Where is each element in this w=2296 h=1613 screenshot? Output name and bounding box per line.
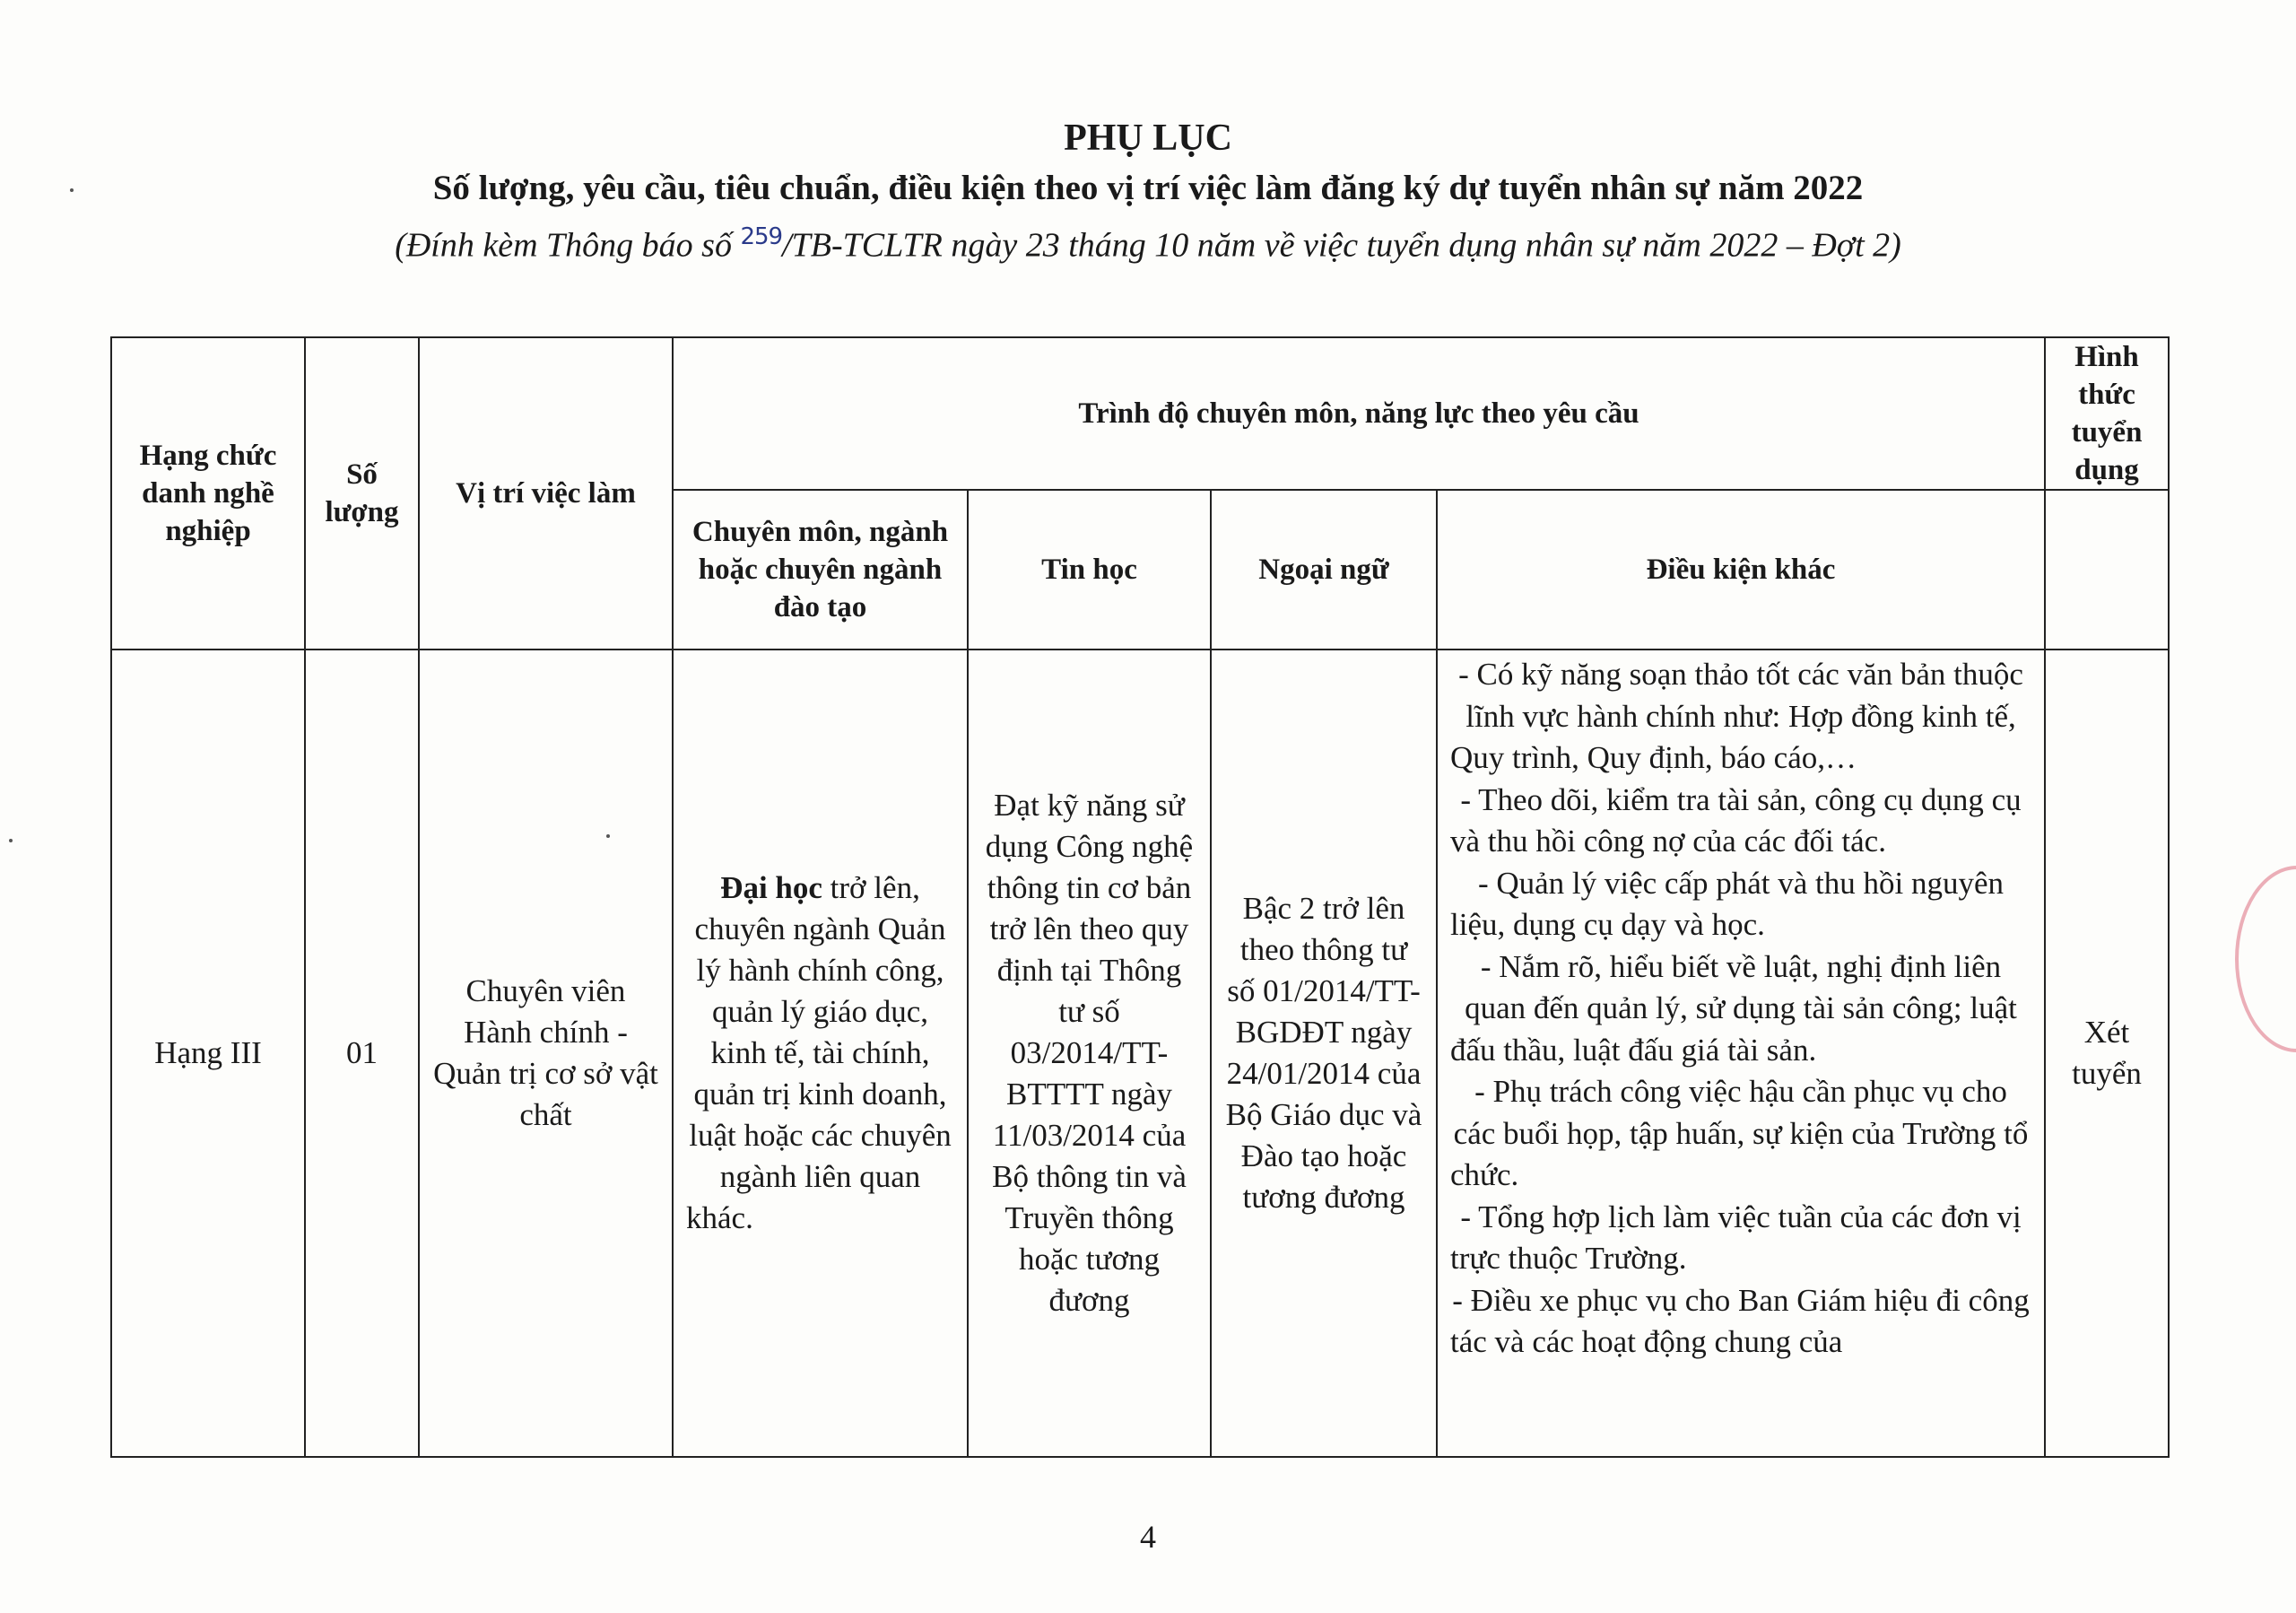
page-number: 4 — [1140, 1519, 1156, 1555]
attachment-suffix: /TB-TCLTR ngày 23 tháng 10 năm về việc tuyển dụng nhân sự năm 2022 – Đợt 2) — [782, 226, 1901, 265]
cell-position: Chuyên viên Hành chính - Quản trị cơ sở vật chất — [419, 650, 673, 1457]
document-header — [0, 112, 2296, 270]
condition-item: - Tổng hợp lịch làm việc tuần của các đơn vị trực thuộc Trường. — [1450, 1199, 2022, 1276]
header-language: Ngoại ngữ — [1211, 490, 1437, 650]
cell-method: Xét tuyển — [2045, 650, 2169, 1457]
header-method: Hình thức tuyển dụng — [2045, 337, 2169, 490]
handwritten-notice-number: 259 — [740, 223, 783, 250]
cell-it: Đạt kỹ năng sử dụng Công nghệ thông tin cơ bản trở lên theo quy định tại Thông tư số 03/2014/TT-BTTTT ngày 11/03/2014 của Bộ thông tin và Truyền thông hoặc tương đương — [968, 650, 1211, 1457]
attachment-prefix: (Đính kèm Thông báo số — [395, 226, 741, 265]
condition-item: - Quản lý việc cấp phát và thu hồi nguyên liệu, dụng cụ dạy và học. — [1450, 865, 2005, 942]
condition-item: - Nắm rõ, hiểu biết về luật, nghị định liên quan đến quản lý, sử dụng tài sản công; luật đấu thầu, luật đấu giá tài sản. — [1450, 948, 2017, 1068]
cell-quantity: 01 — [305, 650, 419, 1457]
scan-speck — [9, 839, 13, 842]
attachment-note — [0, 213, 2296, 270]
major-detail: trở lên, chuyên ngành Quản lý hành chính công, quản lý giáo dục, kinh tế, tài chính, quản trị kinh doanh, luật hoặc các chuyên ngành liên quan khác. — [686, 870, 952, 1235]
condition-item: - Có kỹ năng soạn thảo tốt các văn bản thuộc lĩnh vực hành chính như: Hợp đồng kinh tế, Quy trình, Quy định, báo cáo,… — [1450, 657, 2023, 775]
cell-other-conditions — [1437, 650, 2045, 1457]
header-other-conditions: Điều kiện khác — [1437, 490, 2045, 650]
cell-language: Bậc 2 trở lên theo thông tư số 01/2014/TT-BGDĐT ngày 24/01/2014 của Bộ Giáo dục và Đào tạo hoặc tương đương — [1211, 650, 1437, 1457]
condition-item: - Điều xe phục vụ cho Ban Giám hiệu đi công tác và các hoạt động chung của — [1450, 1282, 2030, 1359]
header-method-empty — [2045, 490, 2169, 650]
header-quantity: Số lượng — [305, 337, 419, 650]
header-qualification-group: Trình độ chuyên môn, năng lực theo yêu cầu — [673, 337, 2045, 490]
header-major: Chuyên môn, ngành hoặc chuyên ngành đào tạo — [673, 490, 968, 650]
major-degree: Đại học — [720, 870, 822, 905]
condition-item: - Theo dõi, kiểm tra tài sản, công cụ dụng cụ và thu hồi công nợ của các đối tác. — [1450, 781, 2022, 859]
condition-item: - Phụ trách công việc hậu cần phục vụ cho các buổi họp, tập huấn, sự kiện của Trường tổ chức. — [1450, 1074, 2029, 1192]
table-row — [111, 650, 2169, 1457]
recruitment-table — [110, 336, 2170, 1458]
red-stamp-edge — [2235, 866, 2296, 1052]
appendix-subtitle: Số lượng, yêu cầu, tiêu chuẩn, điều kiện theo vị trí việc làm đăng ký dự tuyển nhân sự năm 2022 — [432, 169, 1864, 207]
header-position: Vị trí việc làm — [419, 337, 673, 650]
scan-speck — [70, 188, 74, 192]
cell-rank: Hạng III — [111, 650, 305, 1457]
cell-major — [673, 650, 968, 1457]
header-it: Tin học — [968, 490, 1211, 650]
appendix-title: PHỤ LỤC — [1064, 118, 1232, 159]
other-conditions-list — [1450, 654, 2031, 1452]
scan-speck — [606, 834, 610, 838]
header-rank: Hạng chức danh nghề nghiệp — [111, 337, 305, 650]
